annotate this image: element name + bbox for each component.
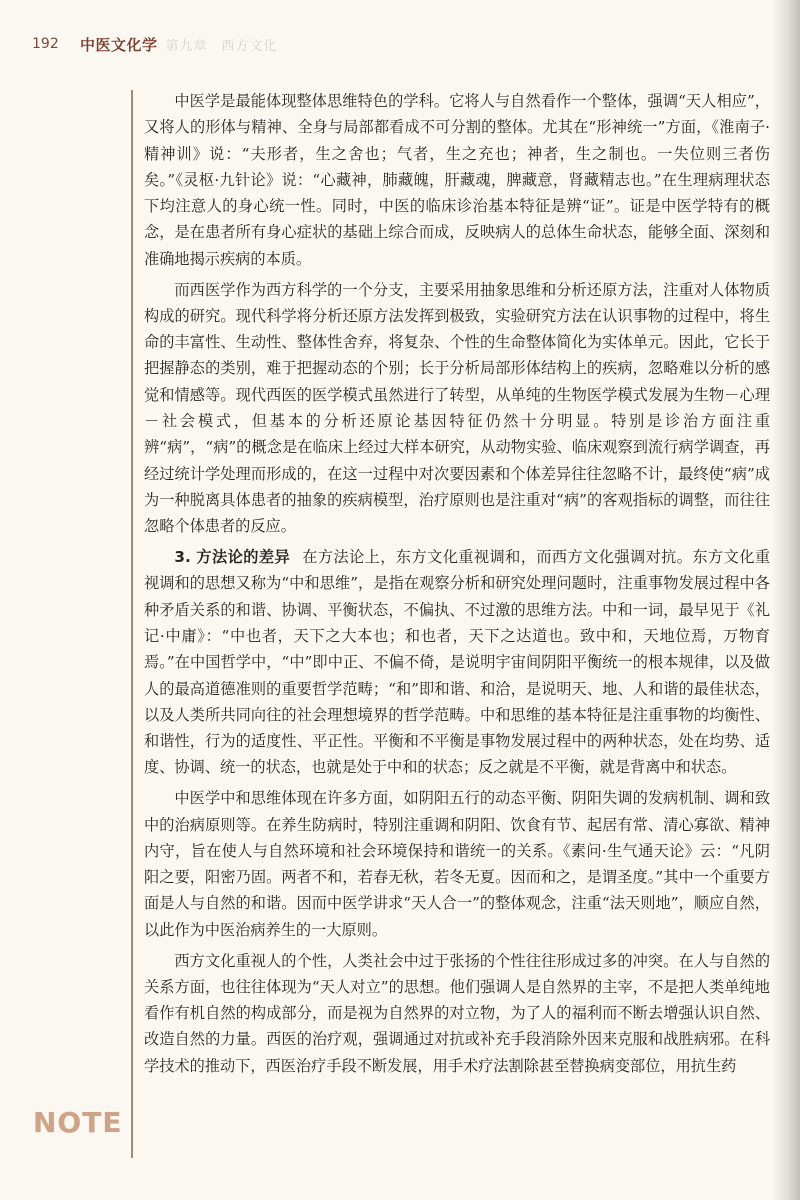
book-binding-shadow bbox=[772, 0, 800, 1200]
paragraph-methodology-text: 在方法论上，东方文化重视调和，而西方文化强调对抗。东方文化重视调和的思想又称为“中和思维”，是指在观察分析和研究处理问题时，注重事物发展过程中各种矛盾关系的和谐、协调、平衡状态，不偏执、不过激的思维方法。中和一词，最早见于《礼记·中庸》：“中也者，天下之大本也；和也者，天下之达道也。致中和，天地位焉，万物育焉。”在中国哲学中，“中”即中正、不偏不倚，是说明宇宙间阴阳平衡统一的根本规律，以及做人的最高道德准则的重要哲学范畴；“和”即和谐、和洽，是说明天、地、人和谐的最佳状态，以及人类所共同向往的社会理想境界的哲学范畴。中和思维的基本特征是注重事物的均衡性、和谐性，行为的适度性、平正性。平衡和不平衡是事物发展过程中的两种状态，处在均势、适度、协调、统一的状态，也就是处于中和的状态；反之就是不平衡，就是背离中和状态。 bbox=[144, 548, 771, 777]
paragraph-western-individuality: 西方文化重视人的个性，人类社会中过于张扬的个性往往形成过多的冲突。在人与自然的关系方面，也往往体现为“天人对立”的思想。他们强调人是自然界的主宰，不是把人类单纯地看作有机自然的构成部分，而是视为自然界的对立物，为了人的福利而不断去增强认识自然、改造自然的力量。西医的治疗观，强调通过对抗或补充手段消除外因来克服和战胜病邪。在科学技术的推动下，西医治疗手段不断发展，用手术疗法割除甚至替换病变部位，用抗生药 bbox=[144, 951, 770, 1075]
paragraph-tcm-harmony: 中医学中和思维体现在许多方面，如阴阳五行的动态平衡、阴阳失调的发病机制、调和致中的治病原则等。在养生防病时，特别注重调和阴阳、饮食有节、起居有常、清心寡欲、精神内守，旨在使人与自然环境和社会环境保持和谐统一的关系。《素问·生气通天论》云：“凡阴阳之要，阳密乃固。两者不和，若春无秋，若冬无夏。因而和之，是谓圣度。”其中一个重要方面是人与自然的和谐。因而中医学讲求“天人合一”的整体观念，注重“法天则地”，顺应自然，以此作为中医治病养生的一大原则。 bbox=[144, 789, 770, 939]
paragraph-methodology bbox=[144, 544, 770, 781]
body-text bbox=[144, 88, 770, 1083]
chapter-title-bleedthrough: 第九章 西方文化 bbox=[165, 38, 278, 54]
paragraph-western-medicine-analysis: 而西医学作为西方科学的一个分支，主要采用抽象思维和分析还原方法，注重对人体物质构成的研究。现代科学将分析还原方法发挥到极致，实验研究方法在认识事物的过程中，将生命的丰富性、生动性、整体性舍弃，将复杂、个性的生命整体简化为实体单元。因此，它长于把握静态的类别，难于把握动态的个别；长于分析局部形体结构上的疾病，忽略难以分析的感觉和情感等。现代西医的医学模式虽然进行了转型，从单纯的生物医学模式发展为生物－心理－社会模式，但基本的分析还原论基因特征仍然十分明显。特别是诊治方面注重辨“病”，“病”的概念是在临床上经过大样本研究，从动物实验、临床观察到流行病学调查，再经过统计学处理而形成的，在这一过程中对次要因素和个体差异往往忽略不计，最终使“病”成为一种脱离具体患者的抽象的疾病模型，治疗原则也是注重对“病”的客观指标的调整，而往往忽略个体患者的反应。 bbox=[144, 280, 770, 536]
page-number: 192 bbox=[32, 36, 59, 52]
note-margin-logo: NOTE bbox=[33, 1106, 123, 1139]
book-title: 中医文化学 bbox=[80, 35, 158, 54]
section-heading: 3. 方法论的差异 bbox=[174, 548, 291, 567]
margin-rule bbox=[131, 90, 133, 1158]
paragraph-tcm-holism: 中医学是最能体现整体思维特色的学科。它将人与自然看作一个整体，强调“天人相应”，又将人的形体与精神、全身与局部都看成不可分割的整体。尤其在“形神统一”方面，《淮南子·精神训》说：“夫形者，生之舍也；气者，生之充也；神者，生之制也。一失位则三者伤矣。”《灵枢·九针论》说：“心藏神，肺藏魄，肝藏魂，脾藏意，肾藏精志也。”在生理病理状态下均注意人的身心统一性。同时，中医的临床诊治基本特征是辨“证”。证是中医学特有的概念，是在患者所有身心症状的基础上综合而成，反映病人的总体生命状态，能够全面、深刻和准确地揭示疾病的本质。 bbox=[144, 92, 770, 268]
running-header bbox=[32, 32, 278, 56]
